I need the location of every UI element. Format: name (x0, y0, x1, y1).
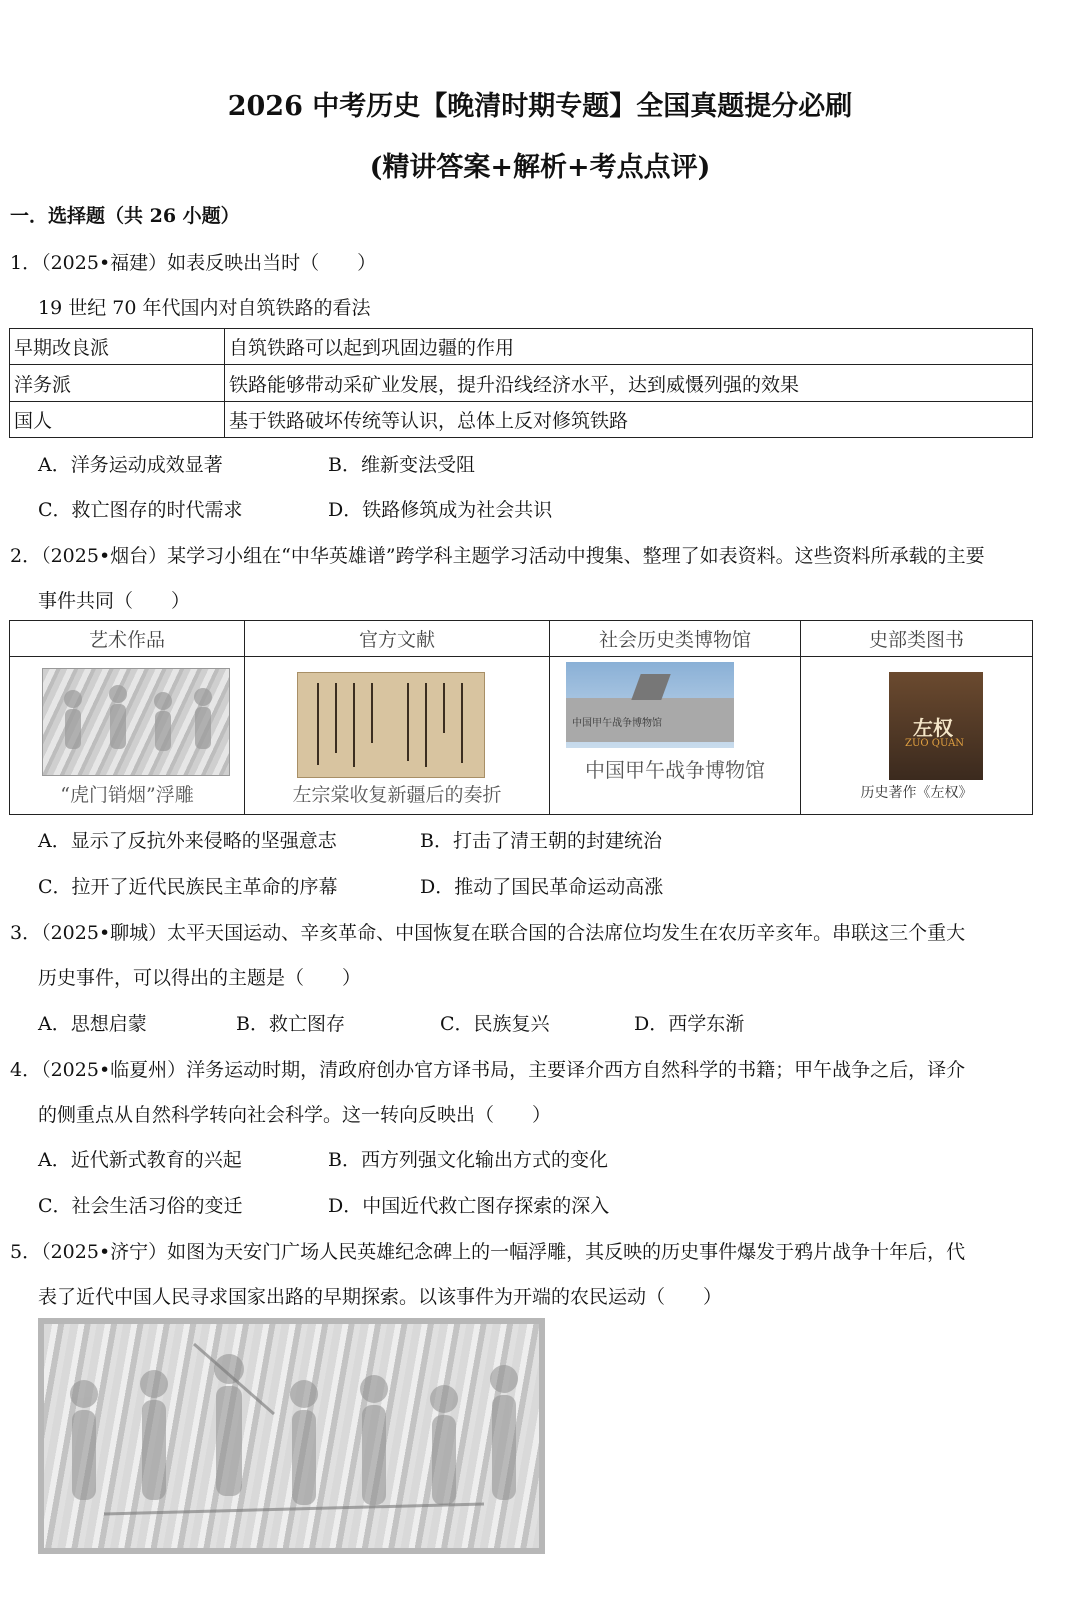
museum-photo-image (566, 662, 734, 748)
q1-stem: 1．（2025•福建）如表反映出当时（ ） (10, 252, 377, 274)
q5-stem-line1: 5．（2025•济宁）如图为天安门广场人民英雄纪念碑上的一幅浮雕，其反映的历史事件爆发于鸦片战争十年后，代 (10, 1241, 966, 1263)
q4-stem-line2: 的侧重点从自然科学转向社会科学。这一转向反映出（ ） (38, 1104, 552, 1126)
q3-stem-line1: 3．（2025•聊城）太平天国运动、辛亥革命、中国恢复在联合国的合法席位均发生在农历辛亥年。串联这三个重大 (10, 922, 966, 944)
section-heading: 一．选择题（共 26 小题） (10, 205, 240, 227)
q1-option-b[interactable]: B．维新变法受阻 (328, 454, 475, 476)
table-row (10, 402, 1033, 438)
q2-option-b[interactable]: B．打击了清王朝的封建统治 (420, 830, 662, 852)
q2-stem-line2: 事件共同（ ） (38, 590, 191, 612)
q1-table-caption: 19 世纪 70 年代国内对自筑铁路的看法 (38, 297, 371, 319)
q1-row3-view: 基于铁路破坏传统等认识，总体上反对修筑铁路 (225, 402, 1033, 438)
q1-row2-view: 铁路能够带动采矿业发展，提升沿线经济水平，达到威慑列强的效果 (225, 365, 1033, 402)
museum-sign-text: 中国甲午战争博物馆 (572, 717, 662, 729)
q2-cell-museum (550, 657, 801, 815)
q1-option-a[interactable]: A．洋务运动成效显著 (38, 454, 223, 476)
relief-crowd-icon (44, 1324, 539, 1548)
q1-table (9, 328, 1033, 438)
monument-relief-image (38, 1318, 545, 1554)
q3-option-c[interactable]: C．民族复兴 (440, 1013, 550, 1035)
q4-option-c[interactable]: C．社会生活习俗的变迁 (38, 1195, 243, 1217)
q1-row2-group: 洋务派 (10, 365, 225, 402)
q1-row3-group: 国人 (10, 402, 225, 438)
q3-option-a[interactable]: A．思想启蒙 (38, 1013, 147, 1035)
table-row (10, 621, 1033, 657)
humen-relief-image (42, 668, 230, 776)
q2-table (9, 620, 1033, 815)
relief-figures-icon (43, 669, 229, 775)
q4-option-b[interactable]: B．西方列强文化输出方式的变化 (328, 1149, 608, 1171)
q2-option-c[interactable]: C．拉开了近代民族民主革命的序幕 (38, 876, 338, 898)
page-subtitle: (精讲答案+解析+考点点评) (369, 152, 711, 183)
q2-caption-art: “虎门销烟”浮雕 (60, 783, 194, 806)
q3-option-b[interactable]: B．救亡图存 (236, 1013, 345, 1035)
q5-stem-line2: 表了近代中国人民寻求国家出路的早期探索。以该事件为开端的农民运动（ ） (38, 1286, 723, 1308)
page-title: 2026 中考历史【晚清时期专题】全国真题提分必刷 (227, 91, 853, 122)
q2-caption-museum: 中国甲午战争博物馆 (585, 757, 765, 782)
q2-header-art: 艺术作品 (10, 621, 245, 657)
book-cover-title: 左权 (913, 715, 953, 740)
q4-option-a[interactable]: A．近代新式教育的兴起 (38, 1149, 242, 1171)
q1-row1-view: 自筑铁路可以起到巩固边疆的作用 (225, 329, 1033, 365)
table-row (10, 365, 1033, 402)
q4-option-d[interactable]: D．中国近代救亡图存探索的深入 (328, 1195, 610, 1217)
manuscript-icon (298, 673, 484, 777)
q1-option-d[interactable]: D．铁路修筑成为社会共识 (328, 499, 553, 521)
q2-cell-art (10, 657, 245, 815)
memorial-document-image (297, 672, 485, 778)
q2-header-book: 史部类图书 (801, 621, 1033, 657)
book-cover-pinyin: ZUO QUAN (905, 737, 965, 749)
q1-option-c[interactable]: C．救亡图存的时代需求 (38, 499, 243, 521)
q1-row1-group: 早期改良派 (10, 329, 225, 365)
q2-cell-book (801, 657, 1033, 815)
q3-option-d[interactable]: D．西学东渐 (634, 1013, 745, 1035)
q4-stem-line1: 4．（2025•临夏州）洋务运动时期，清政府创办官方译书局，主要译介西方自然科学的书籍；甲午战争之后，译介 (10, 1059, 966, 1081)
q2-header-document: 官方文献 (245, 621, 550, 657)
q2-caption-document: 左宗棠收复新疆后的奏折 (292, 783, 502, 806)
q2-stem-line1: 2．（2025•烟台）某学习小组在“中华英雄谱”跨学科主题学习活动中搜集、整理了如表资料。这些资料所承载的主要 (10, 545, 985, 567)
q2-caption-book: 历史著作《左权》 (860, 784, 973, 801)
q3-stem-line2: 历史事件，可以得出的主题是（ ） (38, 967, 362, 989)
q2-cell-document (245, 657, 550, 815)
table-row (10, 329, 1033, 365)
q2-header-museum: 社会历史类博物馆 (550, 621, 801, 657)
table-row (10, 657, 1033, 815)
q2-option-a[interactable]: A．显示了反抗外来侵略的坚强意志 (38, 830, 337, 852)
q2-option-d[interactable]: D．推动了国民革命运动高涨 (420, 876, 664, 898)
book-cover-image (889, 672, 983, 780)
